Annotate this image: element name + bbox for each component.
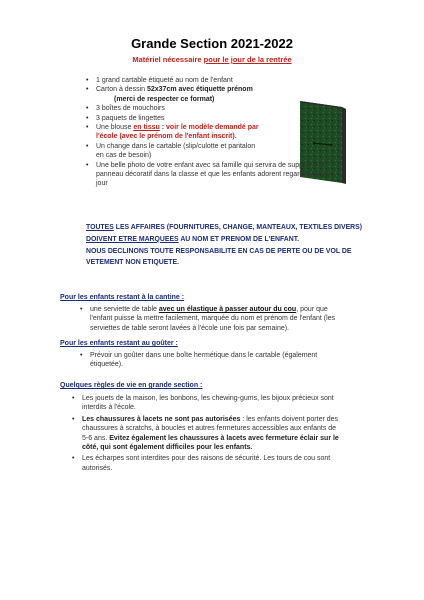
list-item: • Une belle photo de votre enfant avec sa famille qui servira de support à un panneau décoratif dans la classe et que les enfants adorent regarder chaque jour	[86, 161, 386, 189]
list-item: • 3 paquets de lingettes	[86, 114, 386, 123]
list-item: • Prévoir un goûter dans une boîte hermétique dans le cartable (également étiquetée).	[80, 351, 390, 370]
canteen-heading: Pour les enfants restant à la cantine :	[60, 294, 185, 301]
list-item: • Carton à dessin 52x37cm avec étiquette prénom (merci de respecter ce format)	[86, 85, 386, 104]
canteen-list	[80, 305, 390, 333]
labeling-notice: TOUTES LES AFFAIRES (FOURNITURES, CHANGE, MANTEAUX, TEXTILES DIVERS) DOIVENT ETRE MARQUEES AU NOM ET PRENOM DE L'ENFANT. NOUS DECLINONS TOUTE RESPONSABILITE EN CAS DE PERTE OU DE VOL DE VETEMENT NON ETIQUETE.	[86, 224, 363, 267]
rules-list	[72, 394, 388, 473]
page-title: Grande Section 2021-2022	[131, 36, 293, 51]
list-item: • Les écharpes sont interdites pour des raisons de sécurité. Les tours de cou sont autorisés.	[72, 454, 388, 473]
list-item: • une serviette de table avec un élastique à passer autour du cou, pour que l'enfant puisse la mettre facilement, marquée du nom et prénom de l'enfant (les serviettes de table seront lavées à l'école une fois par semaine).	[80, 305, 390, 333]
page-subtitle	[0, 55, 424, 64]
list-item: • 3 boîtes de mouchoirs	[86, 104, 386, 113]
materials-list	[86, 76, 386, 189]
snack-list	[80, 351, 390, 370]
rules-heading: Quelques règles de vie en grande section :	[60, 382, 203, 389]
list-item: • Une blouse en tissu : voir le modèle demandé par l'école (avec le prénom de l'enfant inscrit).	[86, 123, 386, 142]
list-item: • Les chaussures à lacets ne sont pas autorisées : les enfants doivent porter des chaussures à scratchs, à boucles et autres fermetures accessibles aux enfants de 5-6 ans. Evitez également les chaussures à lacets avec fermeture éclair sur le côté, qui sont également difficiles pour les enfants.	[72, 415, 388, 453]
snack-heading: Pour les enfants restant au goûter :	[60, 340, 178, 347]
subtitle-prefix: Matériel nécessaire	[132, 55, 202, 64]
list-item: • Les jouets de la maison, les bonbons, les chewing-gums, les bijoux précieux sont interdits à l'école.	[72, 394, 388, 413]
subtitle-underlined: pour le jour de la rentrée	[203, 55, 292, 64]
list-item: • 1 grand cartable étiqueté au nom de l'enfant	[86, 76, 386, 85]
list-item: • Un change dans le cartable (slip/culotte et pantalon en cas de besoin)	[86, 142, 386, 161]
